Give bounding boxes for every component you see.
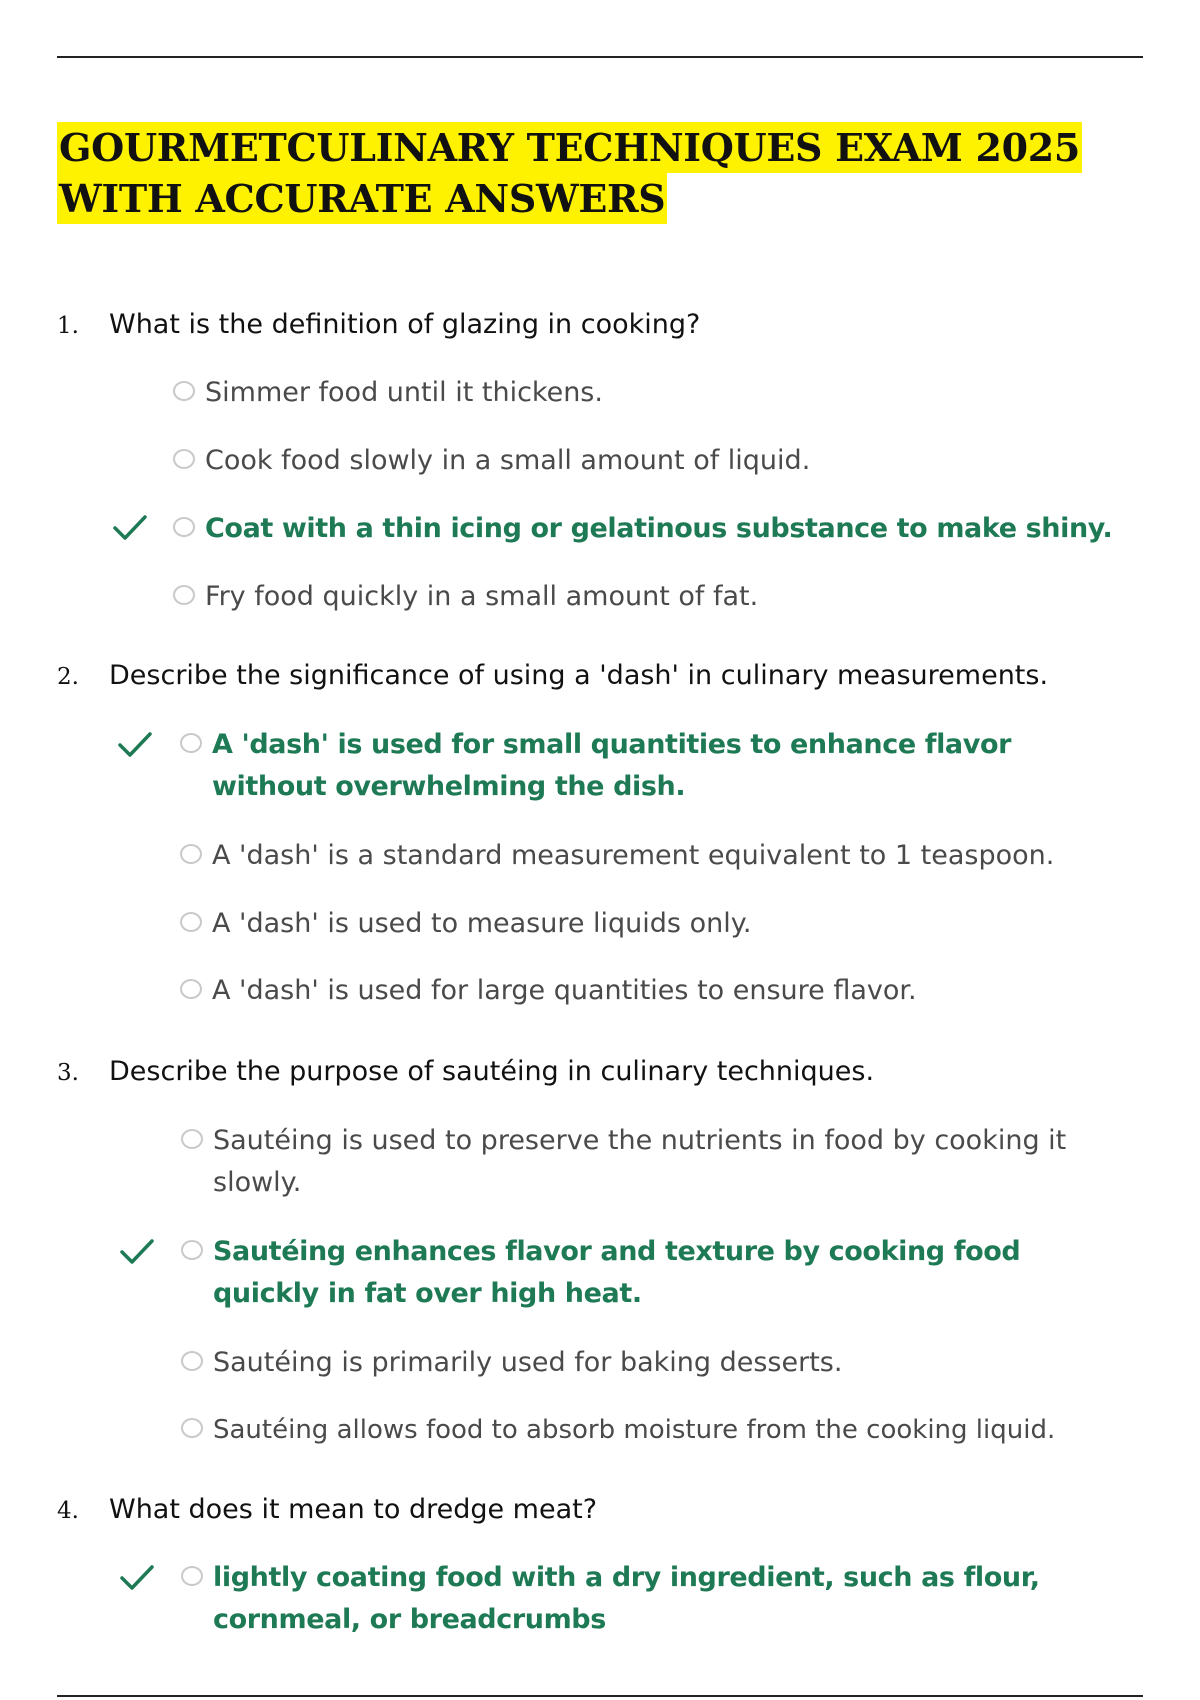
option-text: Sautéing allows food to absorb moisture from the cooking liquid. <box>213 1415 1056 1445</box>
radio-circle-icon[interactable] <box>181 1351 203 1371</box>
question-text: Describe the purpose of sautéing in culinary techniques. <box>109 1056 875 1087</box>
radio-circle-icon[interactable] <box>173 517 195 537</box>
page-title <box>57 122 1082 224</box>
radio-circle-icon[interactable] <box>180 733 202 753</box>
radio-circle-icon[interactable] <box>173 381 195 401</box>
answer-option[interactable] <box>181 1120 1111 1204</box>
radio-circle-icon[interactable] <box>181 1566 203 1586</box>
check-icon <box>112 513 148 543</box>
option-text: A 'dash' is used to measure liquids only. <box>212 908 752 939</box>
option-text: Fry food quickly in a small amount of fat. <box>205 581 759 612</box>
radio-circle-icon[interactable] <box>181 1129 203 1149</box>
question-text: Describe the significance of using a 'dash' in culinary measurements. <box>109 660 1049 691</box>
radio-circle-icon[interactable] <box>181 1418 203 1438</box>
radio-circle-icon[interactable] <box>173 449 195 469</box>
question-4 <box>57 1492 1147 1529</box>
option-text: Simmer food until it thickens. <box>205 377 603 408</box>
radio-circle-icon[interactable] <box>173 585 195 605</box>
answer-option-correct[interactable] <box>173 508 1133 550</box>
radio-circle-icon[interactable] <box>180 844 202 864</box>
top-divider <box>57 56 1143 58</box>
question-text: What is the definition of glazing in cooking? <box>109 309 701 340</box>
answer-option[interactable] <box>181 1409 1141 1451</box>
option-text: Sautéing is primarily used for baking desserts. <box>213 1347 843 1378</box>
option-text: Sautéing is used to preserve the nutrients in food by cooking it slowly. <box>213 1125 1067 1198</box>
radio-circle-icon[interactable] <box>180 979 202 999</box>
check-icon <box>119 1237 155 1267</box>
radio-circle-icon[interactable] <box>181 1240 203 1260</box>
answer-option-correct[interactable] <box>181 1557 1081 1641</box>
check-icon <box>117 730 153 760</box>
question-number: 2. <box>57 664 79 690</box>
option-text: Coat with a thin icing or gelatinous substance to make shiny. <box>205 513 1113 544</box>
answer-option[interactable] <box>181 1342 1141 1384</box>
answer-option[interactable] <box>180 903 1140 945</box>
title-line-2: WITH ACCURATE ANSWERS <box>57 173 667 224</box>
bottom-divider <box>57 1695 1143 1697</box>
question-number: 1. <box>57 313 79 339</box>
radio-circle-icon[interactable] <box>180 912 202 932</box>
answer-option-correct[interactable] <box>181 1231 1126 1315</box>
question-text: What does it mean to dredge meat? <box>109 1494 598 1525</box>
option-text: A 'dash' is used for large quantities to ensure flavor. <box>212 975 917 1006</box>
title-line-1: GOURMETCULINARY TECHNIQUES EXAM 2025 <box>57 122 1082 173</box>
option-text: A 'dash' is a standard measurement equivalent to 1 teaspoon. <box>212 840 1055 871</box>
option-text: lightly coating food with a dry ingredient, such as flour, cornmeal, or breadcrumbs <box>213 1562 1040 1635</box>
answer-option[interactable] <box>180 970 1140 1012</box>
check-icon <box>119 1563 155 1593</box>
option-text: Sautéing enhances flavor and texture by cooking food quickly in fat over high heat. <box>213 1236 1021 1309</box>
question-2 <box>57 658 1147 695</box>
answer-option[interactable] <box>173 372 1133 414</box>
answer-option-correct[interactable] <box>180 724 1110 808</box>
option-text: A 'dash' is used for small quantities to enhance flavor without overwhelming the dish. <box>212 729 1012 802</box>
option-text: Cook food slowly in a small amount of liquid. <box>205 445 811 476</box>
answer-option[interactable] <box>173 440 1133 482</box>
question-number: 4. <box>57 1498 79 1524</box>
answer-option[interactable] <box>180 835 1140 877</box>
answer-option[interactable] <box>173 576 1133 618</box>
question-1 <box>57 307 1147 344</box>
question-number: 3. <box>57 1060 79 1086</box>
question-3 <box>57 1054 1147 1091</box>
